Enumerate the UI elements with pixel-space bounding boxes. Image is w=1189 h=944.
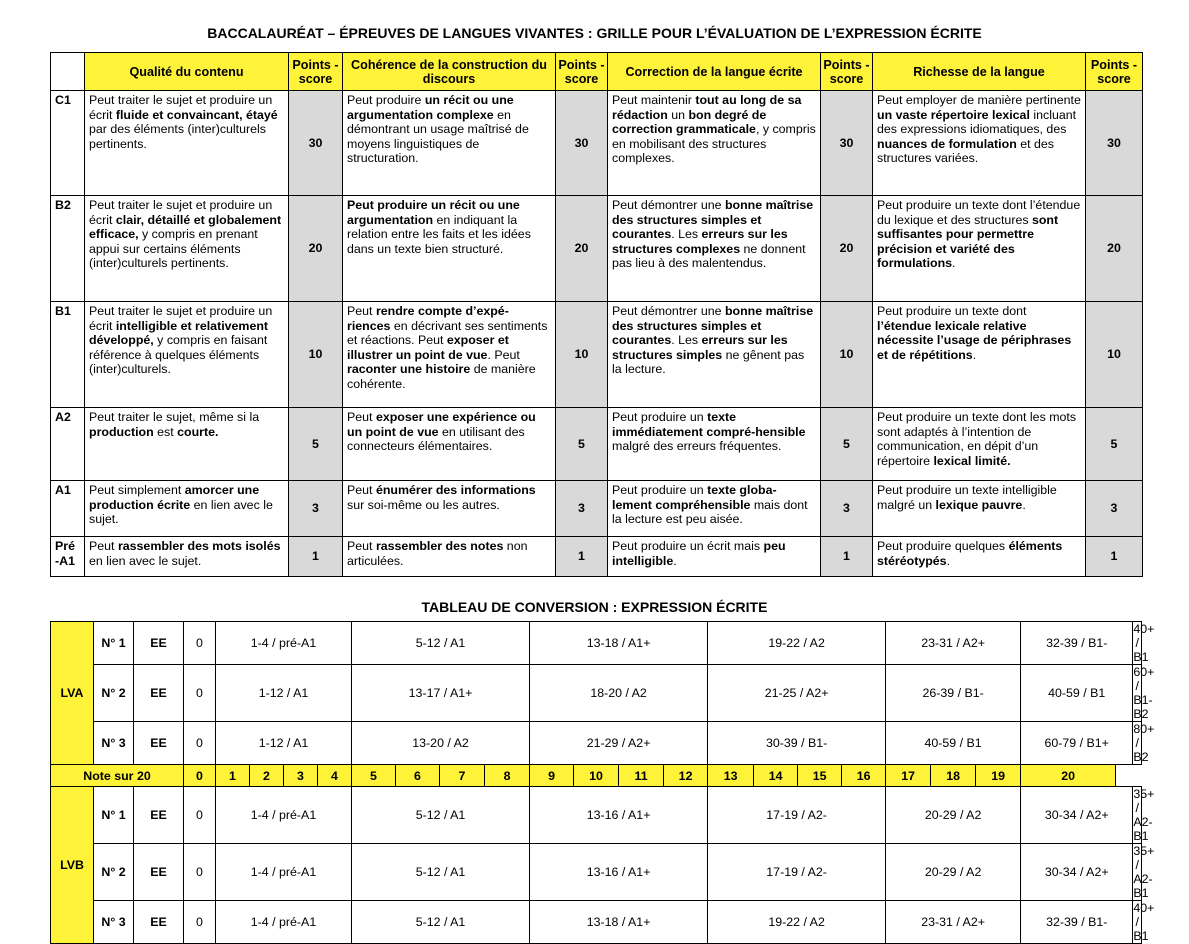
- range-cell: 32-39 / B1-: [1021, 622, 1133, 665]
- descriptor-text: sur soi-même ou les autres.: [347, 497, 500, 512]
- descriptor-text: en utilisant des connecteurs élémentaires.: [347, 424, 525, 454]
- descriptor-bold-text: fluide et convaincant, étayé: [115, 107, 278, 122]
- descriptor-cell: [873, 91, 1086, 196]
- range-cell: 13-18 / A1+: [530, 622, 708, 665]
- score-cell: 1: [556, 537, 608, 577]
- range-cell: 19-22 / A2: [708, 622, 886, 665]
- descriptor-cell: [343, 302, 556, 408]
- descriptor-text: en lien avec le sujet.: [89, 497, 273, 527]
- descriptor-cell: [85, 196, 289, 302]
- grid-row: [51, 91, 1143, 196]
- descriptor-cell: [873, 196, 1086, 302]
- descriptor-bold-text: amorcer une production écrite: [89, 483, 260, 512]
- lvb-label: LVB: [51, 787, 94, 944]
- descriptor-bold-text: clair, détaillé et globalement efficace,: [89, 212, 282, 242]
- descriptor-text: Peut: [347, 304, 376, 318]
- descriptor-text: Peut: [347, 539, 376, 553]
- conversion-row: [51, 665, 1142, 722]
- header-points: Points -score: [1086, 53, 1143, 91]
- descriptor-text: Peut produire un texte dont l’étendue du lexique et des structures: [877, 198, 1081, 227]
- range-cell: 20-29 / A2: [886, 787, 1021, 844]
- grid-header-row: [51, 53, 1143, 91]
- descriptor-bold-text: l’étendue lexicale relative nécessite l’usage de périphrases et de répétitions: [877, 318, 1072, 362]
- note-value: 7: [440, 765, 485, 787]
- note-value: 3: [284, 765, 318, 787]
- header-discourse-coherence: Cohérence de la construction du discours: [343, 53, 556, 91]
- descriptor-bold-text: erreurs sur les structures simples: [612, 333, 788, 362]
- descriptor-text: .: [946, 553, 951, 568]
- range-cell: 5-12 / A1: [352, 622, 530, 665]
- score-cell: 1: [1086, 537, 1143, 577]
- descriptor-bold-text: Peut produire un récit ou une argumentation: [347, 198, 520, 227]
- range-cell: 21-25 / A2+: [708, 665, 886, 722]
- range-cell: 40-59 / B1: [886, 722, 1021, 765]
- exercise-type: EE: [134, 787, 184, 844]
- header-language-correctness: Correction de la langue écrite: [608, 53, 821, 91]
- range-cell: 1-12 / A1: [216, 665, 352, 722]
- descriptor-cell: [873, 537, 1086, 577]
- descriptor-text: en démontrant un usage maîtrisé de moyens linguistiques de structuration.: [347, 107, 529, 166]
- descriptor-text: malgré des erreurs fréquentes.: [612, 439, 782, 454]
- level-label: C1: [51, 91, 85, 196]
- header-points: Points -score: [556, 53, 608, 91]
- descriptor-text: ne gênent pas la lecture.: [612, 347, 805, 377]
- exercise-type: EE: [134, 665, 184, 722]
- descriptor-text: par des éléments (inter)culturels pertinents.: [89, 122, 266, 151]
- descriptor-text: en indiquant la relation entre les faits et les idées dans un texte bien structuré.: [347, 212, 531, 256]
- score-cell: 20: [1086, 196, 1143, 302]
- subject-number: N° 2: [94, 844, 134, 901]
- descriptor-bold-text: un récit ou une argumentation complexe: [347, 93, 514, 122]
- note-value: 5: [352, 765, 396, 787]
- conversion-row: [51, 722, 1142, 765]
- descriptor-cell: [873, 481, 1086, 537]
- descriptor-text: ne donnent pas lieu à des malentendus.: [612, 241, 806, 271]
- score-cell: 5: [1086, 408, 1143, 481]
- descriptor-cell: [343, 408, 556, 481]
- descriptor-bold-text: peu intelligible: [612, 539, 786, 568]
- descriptor-cell: [85, 408, 289, 481]
- descriptor-text: Peut démontrer une: [612, 304, 725, 318]
- descriptor-bold-text: lexique pauvre: [935, 497, 1023, 512]
- range-cell: 21-29 / A2+: [530, 722, 708, 765]
- range-cell: 26-39 / B1-: [886, 665, 1021, 722]
- zero-cell: 0: [184, 665, 216, 722]
- range-cell: 13-18 / A1+: [530, 901, 708, 944]
- score-cell: 20: [289, 196, 343, 302]
- descriptor-text: Peut produire quelques: [877, 539, 1009, 553]
- range-cell: 23-31 / A2+: [886, 901, 1021, 944]
- descriptor-cell: [608, 91, 821, 196]
- range-cell: 1-4 / pré-A1: [216, 901, 352, 944]
- note-value: 18: [931, 765, 976, 787]
- range-cell: 80+ / B2: [1133, 722, 1155, 764]
- zero-cell: 0: [184, 901, 216, 944]
- descriptor-bold-text: éléments stéréotypés: [877, 539, 1063, 568]
- grid-row: [51, 408, 1143, 481]
- score-cell: 30: [821, 91, 873, 196]
- descriptor-cell: [85, 481, 289, 537]
- descriptor-text: Peut traiter le sujet, même si la: [89, 410, 260, 424]
- descriptor-text: en décrivant ses sentiments et réactions. Peut: [347, 318, 548, 348]
- descriptor-text: Peut: [347, 410, 376, 424]
- descriptor-cell: [85, 537, 289, 577]
- range-cell: 17-19 / A2-: [708, 787, 886, 844]
- descriptor-text: y compris en prenant appui sur certains éléments (inter)culturels pertinents.: [89, 227, 258, 271]
- subject-number: N° 3: [94, 901, 134, 944]
- range-cell: 13-16 / A1+: [530, 844, 708, 901]
- note-value: 17: [886, 765, 931, 787]
- range-cell: 1-4 / pré-A1: [216, 622, 352, 665]
- note-value: 11: [619, 765, 664, 787]
- score-cell: 20: [821, 196, 873, 302]
- descriptor-text: . Les: [671, 333, 702, 348]
- note-value: 2: [250, 765, 284, 787]
- evaluation-grid: [50, 52, 1143, 577]
- range-cell: 30-39 / B1-: [708, 722, 886, 765]
- descriptor-bold-text: production: [89, 424, 154, 439]
- descriptor-text: Peut traiter le sujet et produire un écrit: [89, 304, 273, 333]
- lva-label: LVA: [51, 622, 94, 765]
- header-content-quality: Qualité du contenu: [85, 53, 289, 91]
- subject-number: N° 1: [94, 787, 134, 844]
- note-value: 9: [530, 765, 574, 787]
- descriptor-cell: [343, 196, 556, 302]
- descriptor-text: Peut produire: [347, 93, 425, 107]
- descriptor-text: est: [153, 424, 178, 439]
- note-value: 10: [574, 765, 619, 787]
- descriptor-cell: [608, 196, 821, 302]
- descriptor-text: Peut maintenir: [612, 93, 696, 107]
- descriptor-bold-text: tout au long de sa rédaction: [612, 93, 802, 122]
- descriptor-text: Peut: [89, 539, 118, 553]
- descriptor-text: Peut produire un texte intelligible malgré un: [877, 483, 1057, 512]
- conversion-row: [51, 622, 1142, 665]
- score-cell: 5: [289, 408, 343, 481]
- descriptor-bold-text: intelligible et relativement développé,: [89, 318, 269, 348]
- descriptor-text: Peut: [347, 483, 376, 497]
- score-cell: 10: [1086, 302, 1143, 408]
- score-cell: 30: [289, 91, 343, 196]
- level-label: B2: [51, 196, 85, 302]
- note-value: 0: [184, 765, 216, 787]
- descriptor-bold-text: un vaste répertoire lexical: [877, 107, 1030, 122]
- note-value: 8: [485, 765, 530, 787]
- score-cell: 3: [556, 481, 608, 537]
- exercise-type: EE: [134, 622, 184, 665]
- conversion-row: [51, 901, 1142, 944]
- range-cell: 18-20 / A2: [530, 665, 708, 722]
- note-value: 19: [976, 765, 1021, 787]
- score-cell: 20: [556, 196, 608, 302]
- score-cell: 3: [821, 481, 873, 537]
- descriptor-bold-text: nuances de formulation: [877, 136, 1017, 151]
- level-label: B1: [51, 302, 85, 408]
- score-cell: 1: [289, 537, 343, 577]
- score-cell: 3: [1086, 481, 1143, 537]
- range-cell: 5-12 / A1: [352, 844, 530, 901]
- range-cell: 19-22 / A2: [708, 901, 886, 944]
- descriptor-text: Peut simplement: [89, 483, 185, 497]
- descriptor-cell: [343, 537, 556, 577]
- range-cell: 1-12 / A1: [216, 722, 352, 765]
- note-row-label: Note sur 20: [51, 765, 184, 787]
- descriptor-text: Peut traiter le sujet et produire un écrit: [89, 93, 273, 122]
- descriptor-cell: [85, 91, 289, 196]
- descriptor-cell: [873, 302, 1086, 408]
- descriptor-text: un: [667, 107, 689, 122]
- descriptor-bold-text: courte.: [177, 424, 219, 439]
- conversion-table: [50, 621, 1155, 944]
- descriptor-text: .: [1022, 497, 1026, 512]
- descriptor-bold-text: raconter une histoire: [347, 362, 471, 377]
- descriptor-cell: [85, 302, 289, 408]
- note-value: 20: [1021, 765, 1116, 787]
- range-cell: 30-34 / A2+: [1021, 787, 1133, 844]
- zero-cell: 0: [184, 722, 216, 765]
- subject-number: N° 3: [94, 722, 134, 765]
- note-value: 15: [798, 765, 842, 787]
- descriptor-text: .: [673, 553, 677, 568]
- note-value: 13: [708, 765, 754, 787]
- descriptor-text: Peut produire un: [612, 410, 708, 424]
- descriptor-text: . Peut: [487, 347, 520, 362]
- note-value: 16: [842, 765, 886, 787]
- descriptor-text: mais dont la lecture est peu aisée.: [612, 497, 808, 527]
- grid-row: [51, 481, 1143, 537]
- score-cell: 10: [556, 302, 608, 408]
- descriptor-cell: [343, 91, 556, 196]
- range-cell: 17-19 / A2-: [708, 844, 886, 901]
- range-cell: 40+ / B1: [1133, 622, 1155, 664]
- descriptor-text: Peut traiter le sujet et produire un écrit: [89, 198, 273, 227]
- score-cell: 1: [821, 537, 873, 577]
- level-label: A1: [51, 481, 85, 537]
- range-cell: 35+ / A2-B1: [1133, 844, 1155, 900]
- note-value: 12: [664, 765, 708, 787]
- range-cell: 23-31 / A2+: [886, 622, 1021, 665]
- descriptor-bold-text: énumérer des informations: [375, 483, 536, 497]
- range-cell: 40+ / B1: [1133, 901, 1155, 943]
- subject-number: N° 2: [94, 665, 134, 722]
- descriptor-bold-text: rendre compte d’expé-riences: [347, 304, 509, 333]
- score-cell: 30: [556, 91, 608, 196]
- header-points: Points -score: [821, 53, 873, 91]
- descriptor-cell: [608, 408, 821, 481]
- range-cell: 13-20 / A2: [352, 722, 530, 765]
- descriptor-cell: [343, 481, 556, 537]
- range-cell: 32-39 / B1-: [1021, 901, 1133, 944]
- header-language-richness: Richesse de la langue: [873, 53, 1086, 91]
- descriptor-bold-text: exposer une expérience ou un point de vue: [347, 410, 536, 439]
- level-label: A2: [51, 408, 85, 481]
- exercise-type: EE: [134, 901, 184, 944]
- range-cell: 5-12 / A1: [352, 901, 530, 944]
- grid-row: [51, 196, 1143, 302]
- descriptor-text: . Les: [671, 227, 702, 242]
- conversion-title: TABLEAU DE CONVERSION : EXPRESSION ÉCRITE: [421, 599, 768, 615]
- subject-number: N° 1: [94, 622, 134, 665]
- descriptor-text: y compris en faisant référence à quelques éléments (inter)culturels.: [89, 333, 268, 377]
- descriptor-text: .: [972, 347, 977, 362]
- range-cell: 1-4 / pré-A1: [216, 787, 352, 844]
- page-title: BACCALAURÉAT – ÉPREUVES DE LANGUES VIVANTES : GRILLE POUR L’ÉVALUATION DE L’EXPRESSION ÉCRITE: [207, 25, 982, 41]
- descriptor-text: Peut produire un: [612, 483, 708, 497]
- descriptor-text: Peut produire un texte dont: [877, 304, 1027, 318]
- descriptor-cell: [608, 302, 821, 408]
- range-cell: 13-17 / A1+: [352, 665, 530, 722]
- header-points: Points -score: [289, 53, 343, 91]
- descriptor-text: incluant des expressions idiomatiques, des: [877, 107, 1077, 137]
- grid-corner-cell: [51, 53, 85, 91]
- descriptor-cell: [608, 481, 821, 537]
- note-value: 1: [216, 765, 250, 787]
- range-cell: 20-29 / A2: [886, 844, 1021, 901]
- descriptor-text: en lien avec le sujet.: [89, 553, 202, 568]
- descriptor-text: Peut démontrer une: [612, 198, 725, 212]
- score-cell: 5: [556, 408, 608, 481]
- grid-row: [51, 302, 1143, 408]
- descriptor-text: Peut produire un écrit mais: [612, 539, 764, 553]
- grid-row: [51, 537, 1143, 577]
- descriptor-text: de manière cohérente.: [347, 362, 536, 391]
- descriptor-cell: [873, 408, 1086, 481]
- score-cell: 10: [289, 302, 343, 408]
- descriptor-bold-text: bonne maîtrise des structures simples et courantes: [612, 198, 814, 242]
- range-cell: 40-59 / B1: [1021, 665, 1133, 722]
- note-value: 4: [318, 765, 352, 787]
- descriptor-cell: [608, 537, 821, 577]
- range-cell: 13-16 / A1+: [530, 787, 708, 844]
- score-cell: 3: [289, 481, 343, 537]
- exercise-type: EE: [134, 844, 184, 901]
- descriptor-bold-text: bon degré de correction grammaticale: [612, 107, 767, 137]
- descriptor-bold-text: exposer et illustrer un point de vue: [347, 333, 509, 362]
- note-value: 14: [754, 765, 798, 787]
- level-label: Pré -A1: [51, 537, 85, 577]
- descriptor-text: non articulées.: [347, 539, 528, 568]
- conversion-row: [51, 844, 1142, 901]
- descriptor-text: Peut employer de manière pertinente: [877, 93, 1081, 107]
- note-row: [51, 765, 1142, 787]
- descriptor-bold-text: erreurs sur les structures complexes: [612, 227, 788, 256]
- zero-cell: 0: [184, 844, 216, 901]
- range-cell: 5-12 / A1: [352, 787, 530, 844]
- descriptor-bold-text: bonne maîtrise des structures simples et courantes: [612, 304, 814, 348]
- descriptor-bold-text: rassembler des mots isolés: [117, 539, 281, 553]
- descriptor-bold-text: rassembler des notes: [375, 539, 504, 553]
- score-cell: 5: [821, 408, 873, 481]
- descriptor-bold-text: lexical limité.: [933, 453, 1011, 468]
- zero-cell: 0: [184, 622, 216, 665]
- range-cell: 30-34 / A2+: [1021, 844, 1133, 901]
- score-cell: 10: [821, 302, 873, 408]
- score-cell: 30: [1086, 91, 1143, 196]
- zero-cell: 0: [184, 787, 216, 844]
- range-cell: 60+ / B1-B2: [1133, 665, 1155, 721]
- range-cell: 35+ / A2-B1: [1133, 787, 1155, 843]
- descriptor-bold-text: texte immédiatement compré-hensible: [612, 410, 806, 439]
- descriptor-text: Peut produire un texte dont les mots sont adaptés à l’intention de communication, en dépit d’un répertoire: [877, 410, 1077, 468]
- descriptor-bold-text: texte globa-lement compréhensible: [612, 483, 777, 512]
- range-cell: 60-79 / B1+: [1021, 722, 1133, 765]
- descriptor-text: , y compris en mobilisant des structures complexes.: [612, 122, 816, 166]
- note-value: 6: [396, 765, 440, 787]
- range-cell: 1-4 / pré-A1: [216, 844, 352, 901]
- descriptor-text: .: [952, 256, 956, 271]
- descriptor-text: et des structures variées.: [877, 136, 1054, 166]
- descriptor-bold-text: sont suffisantes pour permettre précision et variété des formulations: [877, 212, 1059, 271]
- exercise-type: EE: [134, 722, 184, 765]
